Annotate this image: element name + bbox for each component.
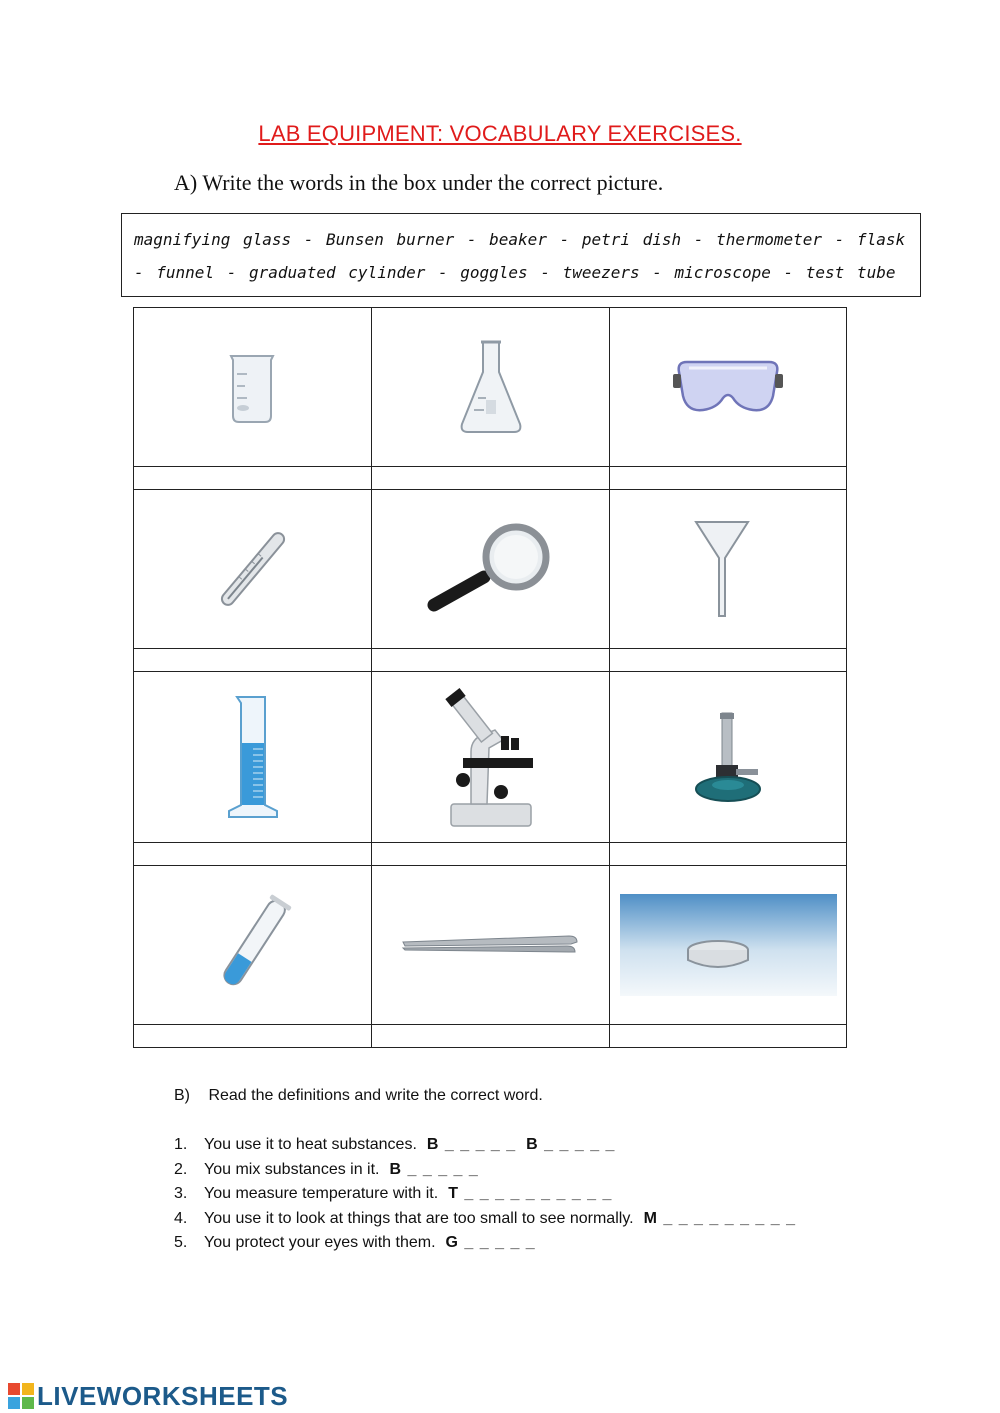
picture-cell — [610, 672, 847, 843]
answer-box[interactable] — [134, 467, 372, 490]
answer-box[interactable] — [610, 843, 847, 866]
microscope-icon — [441, 682, 541, 832]
section-b-text: Read the definitions and write the correct word. — [208, 1087, 543, 1104]
word-box-line: - funnel - graduated cylinder - goggles - tweezers - microscope - test tube — [134, 263, 896, 282]
answer-hint[interactable]: M _ _ _ _ _ _ _ _ _ — [643, 1209, 796, 1227]
thermometer-icon — [198, 513, 308, 625]
liveworksheets-logo-icon — [8, 1383, 34, 1409]
picture-cell — [372, 308, 610, 467]
answer-hint[interactable]: B _ _ _ _ _ — [389, 1160, 479, 1178]
question-number: 1. — [174, 1136, 188, 1153]
funnel-icon — [648, 518, 808, 620]
tweezers-icon — [401, 930, 581, 960]
question-item — [174, 1159, 796, 1184]
answer-box[interactable] — [372, 1025, 610, 1048]
picture-cell — [610, 866, 847, 1025]
footer-logo[interactable] — [8, 1382, 288, 1410]
question-item — [174, 1134, 796, 1159]
answer-hint[interactable]: B _ _ _ _ _ — [426, 1136, 517, 1153]
answer-hint[interactable]: T _ _ _ _ _ _ _ _ _ _ — [448, 1185, 613, 1202]
section-b-instruction — [174, 1087, 543, 1105]
section-a-instruction: A) Write the words in the box under the correct picture. — [174, 170, 664, 195]
picture-cell — [134, 672, 372, 843]
answer-box[interactable] — [372, 649, 610, 672]
answer-box[interactable] — [134, 843, 372, 866]
picture-cell — [134, 308, 372, 467]
answer-box[interactable] — [372, 467, 610, 490]
question-item — [174, 1232, 796, 1257]
picture-cell — [134, 866, 372, 1025]
picture-cell — [372, 866, 610, 1025]
answer-box[interactable] — [610, 649, 847, 672]
goggles-icon — [673, 354, 783, 420]
answer-hint[interactable]: B _ _ _ _ _ — [526, 1136, 616, 1153]
word-box — [121, 213, 921, 297]
answer-box[interactable] — [134, 1025, 372, 1048]
question-number: 5. — [174, 1234, 188, 1251]
graduated-cylinder-icon — [225, 693, 281, 821]
answer-box[interactable] — [134, 649, 372, 672]
page-title: LAB EQUIPMENT: VOCABULARY EXERCISES. — [258, 121, 742, 146]
answer-box[interactable] — [372, 843, 610, 866]
question-item — [174, 1183, 796, 1208]
question-text: You protect your eyes with them. — [204, 1234, 436, 1251]
answer-hint[interactable]: G _ _ _ _ _ — [445, 1234, 536, 1251]
question-text: You use it to heat substances. — [204, 1136, 417, 1153]
petri-dish-icon — [620, 894, 837, 996]
picture-grid — [133, 307, 847, 1048]
word-box-line: magnifying glass - Bunsen burner - beaker - petri dish - thermometer - flask — [134, 230, 906, 249]
picture-cell — [372, 672, 610, 843]
bunsen-burner-icon — [688, 709, 768, 805]
question-number: 3. — [174, 1185, 188, 1202]
magnifying-glass-icon — [424, 523, 558, 615]
question-text: You measure temperature with it. — [204, 1185, 439, 1202]
brand-name: LIVEWORKSHEETS — [37, 1380, 289, 1411]
picture-cell — [372, 490, 610, 649]
question-number: 4. — [174, 1209, 188, 1227]
question-item — [174, 1208, 796, 1233]
question-number: 2. — [174, 1160, 188, 1178]
test-tube-icon — [208, 890, 298, 1000]
beaker-icon — [223, 350, 283, 425]
question-text: You use it to look at things that are too small to see normally. — [204, 1209, 634, 1227]
flask-icon — [456, 338, 526, 436]
question-text: You mix substances in it. — [204, 1160, 380, 1178]
picture-cell — [610, 490, 847, 649]
question-list — [174, 1134, 796, 1257]
answer-box[interactable] — [610, 1025, 847, 1048]
picture-cell — [134, 490, 372, 649]
section-b-label: B) — [174, 1087, 190, 1104]
answer-box[interactable] — [610, 467, 847, 490]
picture-cell — [610, 308, 847, 467]
